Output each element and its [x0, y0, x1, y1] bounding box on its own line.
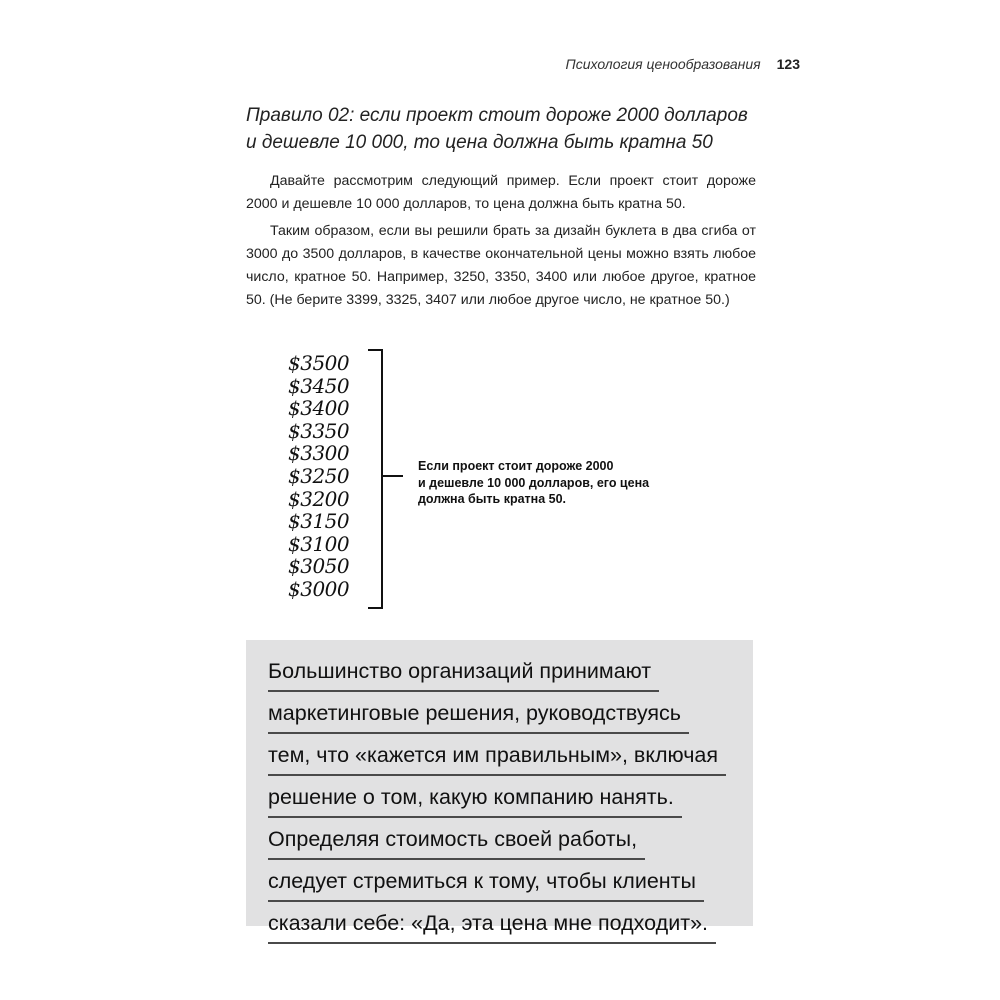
figure-callout [418, 458, 698, 508]
price-item: $3400 [288, 396, 350, 421]
range-bracket [368, 349, 383, 609]
callout-line: Если проект стоит дороже 2000 [418, 459, 614, 473]
callout-line: должна быть кратна 50. [418, 492, 567, 506]
price-item: $3100 [288, 531, 350, 556]
price-item: $3300 [288, 441, 350, 466]
price-item: $3450 [288, 373, 350, 398]
pull-quote-line: тем, что «кажется им правильным», включая [268, 742, 726, 776]
rule-heading [246, 102, 766, 156]
pull-quote-line: сказали себе: «Да, эта цена мне подходит». [268, 910, 716, 944]
rule-heading-line: и дешевле 10 000, то цена должна быть кратна 50 [246, 132, 713, 153]
pull-quote-box [246, 640, 753, 935]
rule-heading-line: Правило 02: если проект стоит дороже 2000 долларов [246, 105, 748, 126]
bracket-pointer-line [383, 475, 403, 477]
price-item: $3250 [288, 463, 350, 488]
pull-quote-line: решение о том, какую компанию нанять. [268, 784, 682, 818]
pull-quote [268, 658, 726, 952]
callout-line: и дешевле 10 000 долларов, его цена [418, 475, 650, 490]
price-item: $3500 [288, 351, 350, 375]
page-number: 123 [776, 56, 800, 72]
running-title: Психология ценообразования [565, 56, 761, 72]
pull-quote-line: маркетинговые решения, руководствуясь [268, 700, 689, 734]
price-item: $3150 [288, 509, 350, 534]
price-list [288, 352, 368, 601]
pull-quote-line: следует стремиться к тому, чтобы клиенты [268, 868, 704, 902]
pull-quote-line: Определяя стоимость своей работы, [268, 826, 645, 860]
price-item: $3350 [288, 418, 350, 443]
price-item: $3050 [288, 554, 350, 579]
body-paragraph: Таким образом, если вы решили брать за дизайн буклета в два сгиба от 3000 до 3500 долларов, в качестве окончательной цены можно взять любое число, кратное 50. Например, 3250, 3350, 3400 или любое другое, кратное 50. (Не берите 3399, 3325, 3407 или любое другое число, не кратное 50.) [246, 223, 756, 308]
price-item: $3000 [288, 576, 350, 601]
body-paragraph: Давайте рассмотрим следующий пример. Если проект стоит дороже 2000 и дешевле 10 000 долларов, то цена должна быть кратна 50. [246, 173, 756, 212]
running-header [520, 56, 800, 72]
pull-quote-line: Большинство организаций принимают [268, 658, 659, 692]
price-item: $3200 [288, 486, 350, 511]
